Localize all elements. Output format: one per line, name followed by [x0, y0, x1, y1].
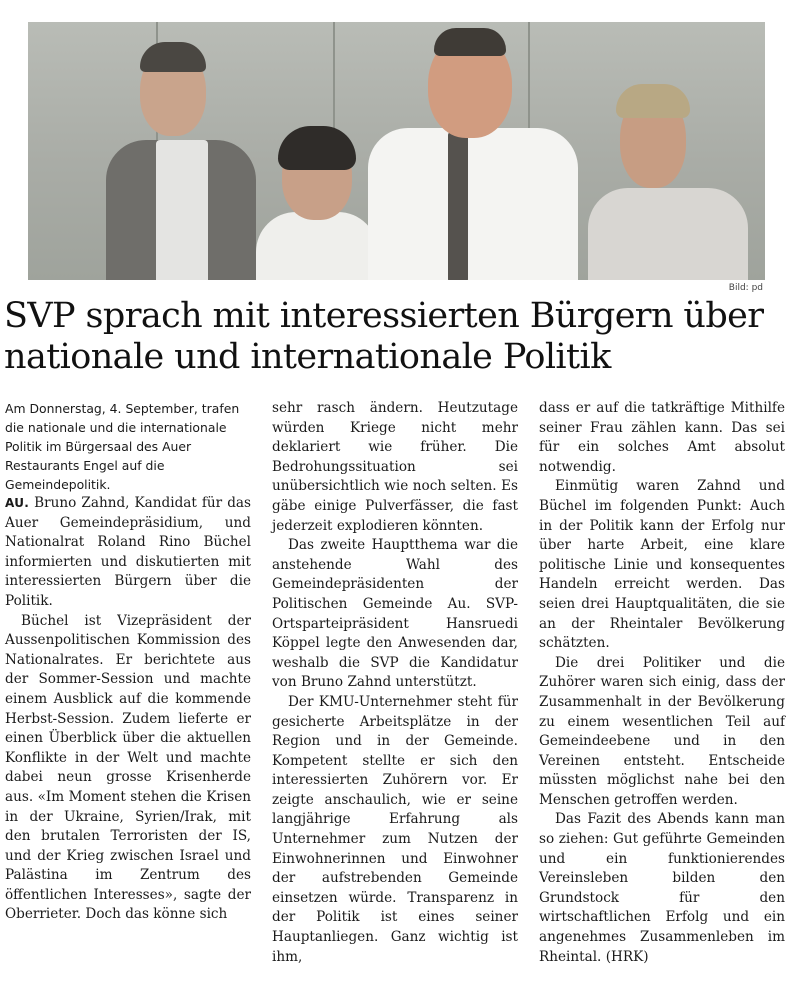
article-paragraph: Der KMU-Unternehmer steht für gesicherte Arbeitsplätze in der Region und in der Gemeinde. Kompetent stellte er sich den interessierten Zuhörern vor. Er zeigte anschaulich, wie er seine langjährige Erfahrung als Unternehmer zum Nutzen der Einwohnerinnen und Einwohner der aufstrebenden Gemeinde einsetzen würde. Transparenz in der Politik ist eines seiner Hauptanliegen. Ganz wichtig ist ihm, [272, 693, 518, 965]
article-headline: SVP sprach mit interessierten Bürgern über nationale und internationale Politik [4, 296, 764, 377]
article-paragraph: Das zweite Hauptthema war die anstehende Wahl des Gemeindepräsidenten der Politischen Gemeinde Au. SVP-Ortsparteipräsident Hansruedi Köppel legte den Anwesenden dar, weshalb die SVP die Kandidatur von Bruno Zahnd unterstützt. [272, 537, 518, 691]
article-paragraph: sehr rasch ändern. Heutzutage würden Kriege nicht mehr deklariert wie früher. Die Bedrohungssituation sei unübersichtlich wie noch selten. Es gäbe einige Pulverfässer, die fast jederzeit explodieren könnten. [272, 400, 518, 534]
article-column-3 [539, 399, 785, 967]
dateline: AU. [5, 496, 30, 510]
article-lead: Am Donnerstag, 4. September, trafen die nationale und die internationale Politik im Bürgersaal des Auer Restaurants Engel auf die Gemeindepolitik. [5, 401, 240, 492]
article-column-2 [272, 399, 518, 967]
article-photo [28, 22, 765, 280]
article-paragraph [5, 494, 251, 612]
photo-credit: Bild: pd [728, 283, 763, 293]
paragraph-text: Bruno Zahnd, Kandidat für das Auer Gemeindepräsidium, und Nationalrat Roland Rino Büchel informierten und diskutierten mit interessierten Bürgern über die Politik. [5, 495, 251, 609]
article-paragraph: Einmütig waren Zahnd und Büchel im folgenden Punkt: Auch in der Politik kann der Erfolg nur über harte Arbeit, eine klare politische Linie und konsequentes Handeln erreicht werden. Das seien drei Hauptqualitäten, die sie an der Rheintaler Bevölkerung schätzten. [539, 478, 785, 652]
article-paragraph: Das Fazit des Abends kann man so ziehen: Gut geführte Gemeinden und ein funktionierendes Vereinsleben bilden den Grundstock für den wirtschaftlichen Erfolg und ein angenehmes Zusammenleben im Rheintal. (HRK) [539, 811, 785, 965]
article-paragraph: Die drei Politiker und die Zuhörer waren sich einig, dass der Zusammenhalt in der Bevölkerung zu einem wesentlichen Teil auf Gemeindeebene und in den Vereinen entsteht. Entscheide müssten möglichst nahe bei den Menschen getroffen werden. [539, 654, 785, 808]
article-paragraph: Büchel ist Vizepräsident der Aussenpolitischen Kommission des Nationalrates. Er berichtete aus der Sommer-Session und machte einem Ausblick auf die kommende Herbst-Session. Zudem lieferte er einen Überblick über die aktuellen Konflikte in der Welt und machte dabei neun grosse Krisenherde aus. «Im Moment stehen die Krisen in der Ukraine, Syrien/Irak, mit den brutalen Terroristen der IS, und der Krieg zwischen Israel und Palästina im Zentrum des öffentlichen Interesses», sagte der Oberrieter. Doch das könne sich [5, 612, 251, 923]
article-column-1 [5, 399, 251, 925]
article-paragraph: dass er auf die tatkräftige Mithilfe seiner Frau zählen kann. Das sei für ein solches Amt absolut notwendig. [539, 400, 785, 475]
